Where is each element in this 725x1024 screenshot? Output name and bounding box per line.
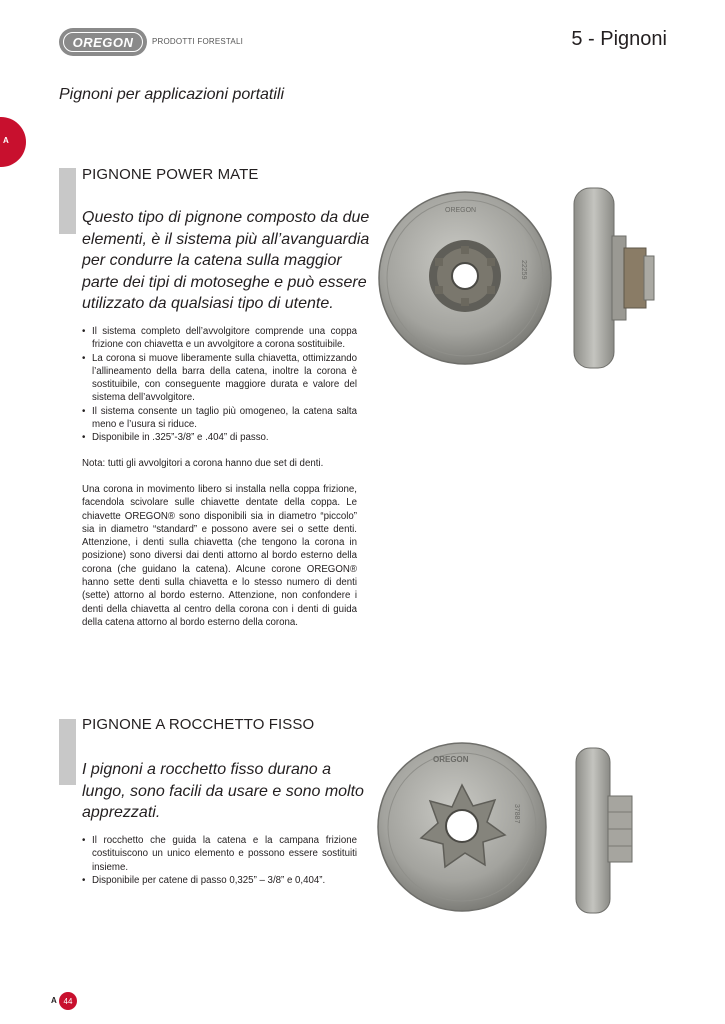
- section1-heading: PIGNONE POWER MATE: [82, 166, 259, 183]
- footer-chapter-letter: A: [51, 996, 57, 1005]
- section2-accent-bar: [59, 719, 76, 785]
- lead-line: lungo, sono facili da usare e sono molto: [82, 782, 364, 800]
- power-mate-front-image: [375, 188, 555, 368]
- section1-note: Nota: tutti gli avvolgitori a corona hanno due set di denti.: [82, 458, 324, 469]
- spur-sprocket-front-image: [375, 740, 550, 915]
- engraving-text: OREGON: [433, 755, 469, 764]
- bullet-item: • Disponibile per catene di passo 0,325” – 3/8” e 0,404”.: [82, 874, 357, 887]
- lead-line: apprezzati.: [82, 804, 161, 821]
- chapter-tab-letter: A: [3, 136, 9, 145]
- engraving-text: OREGON: [445, 207, 477, 214]
- page-number: 44: [63, 996, 73, 1006]
- section2-bullet-list: [82, 834, 357, 887]
- page-title: 5 - Pignoni: [571, 28, 667, 50]
- section2-lead: [82, 759, 372, 824]
- lead-line: per condurre la catena sulla maggior: [82, 252, 342, 269]
- section1-paragraph: Una corona in movimento libero si installa nella coppa frizione, facendola scivolare sulle chiavette dentate della coppa. Le chiavette OREGON® sono disponibili sia in diametro “piccolo” sia in diametro “standard” e possono avere sei o sette denti. Attenzione, i denti sulla chiavetta (che tengono la corona in posizione) sono diversi dai denti attorno al bordo esterno della corona (che guidano la catena). Alcune corone OREGON® hanno sette denti sulla chiavetta e lo stesso numero di denti (sette) attorno al bordo esterno. Attenzione, non confondere i denti della chiavetta al centro della corona con i denti di guida della catena attorno al bordo esterno della corona.: [82, 484, 357, 628]
- bullet-item: • Disponibile in .325”-3/8” e .404” di passo.: [82, 431, 357, 444]
- bullet-item: • Il sistema completo dell’avvolgitore comprende una coppa frizione con chiavetta e un avvolgitore a corona sostituibile.: [82, 325, 357, 352]
- header-category: PRODOTTI FORESTALI: [152, 37, 244, 46]
- lead-line: parte dei tipi di motoseghe e può essere: [82, 273, 367, 291]
- engraving-text: 37887: [513, 804, 520, 824]
- page-number-badge: [59, 992, 77, 1010]
- bullet-item: • Il sistema consente un taglio più omogeneo, la catena salta meno e l’usura si riduce.: [82, 405, 357, 432]
- bullet-item: • La corona si muove liberamente sulla chiavetta, ottimizzando l’allineamento della barra della catena, inoltre la corona è sostituibile, con conseguente maggiore durata e valore del sistema dell’avvolgitore.: [82, 352, 357, 405]
- lead-line: elementi, è il sistema più all’avanguardia: [82, 230, 370, 248]
- lead-line: Questo tipo di pignone composto da due: [82, 209, 370, 226]
- section1-lead: [82, 207, 372, 315]
- bullet-item: • Il rocchetto che guida la catena e la campana frizione costituiscono un unico elemento e possono essere sostituiti insieme.: [82, 834, 357, 874]
- power-mate-side-image: [568, 186, 663, 371]
- oregon-logo: [59, 28, 147, 56]
- spur-sprocket-side-image: [572, 746, 637, 916]
- logo-text: OREGON: [72, 34, 134, 50]
- section1-bullet-list: [82, 325, 357, 445]
- section-subtitle: Pignoni per applicazioni portatili: [59, 86, 285, 103]
- section1-accent-bar: [59, 168, 76, 234]
- section2-heading: PIGNONE A ROCCHETTO FISSO: [82, 716, 315, 733]
- engraving-text: 22259: [520, 260, 527, 280]
- lead-line: I pignoni a rocchetto fisso durano a: [82, 761, 332, 778]
- lead-line: utilizzato da qualsiasi tipo di utente.: [82, 295, 334, 312]
